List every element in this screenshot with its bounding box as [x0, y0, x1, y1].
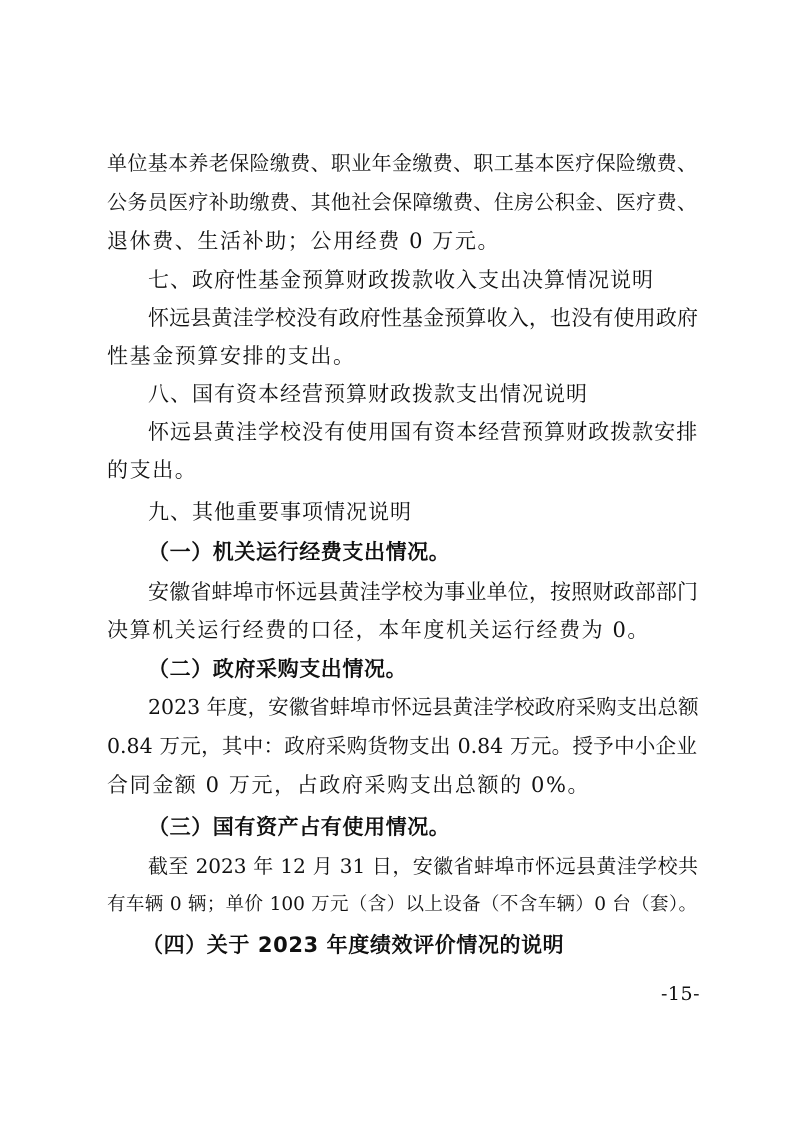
section-heading-8: 八、国有资本经营预算财政拨款支出情况说明	[148, 382, 588, 406]
section-heading-9: 九、其他重要事项情况说明	[148, 500, 412, 524]
paragraph-line: 截至 2023 年 12 月 31 日，安徽省蚌埠市怀远县黄洼学校共	[148, 854, 698, 878]
paragraph-line: 退休费、生活补助；公用经费 0 万元。	[107, 229, 501, 253]
subsection-heading-1: （一）机关运行经费支出情况。	[148, 540, 451, 564]
subsection-heading-3: （三）国有资产占有使用情况。	[148, 815, 451, 839]
page-number: -15-	[660, 983, 700, 1005]
section-heading-7: 七、政府性基金预算财政拨款收入支出决算情况说明	[148, 268, 654, 292]
subsection-heading-2: （二）政府采购支出情况。	[148, 657, 408, 681]
paragraph-line: 怀远县黄洼学校没有使用国有资本经营预算财政拨款安排	[148, 420, 698, 444]
paragraph-line: 单位基本养老保险缴费、职业年金缴费、职工基本医疗保险缴费、	[107, 151, 697, 175]
paragraph-line: 怀远县黄洼学校没有政府性基金预算收入，也没有使用政府	[148, 306, 698, 330]
paragraph-line: 公务员医疗补助缴费、其他社会保障缴费、住房公积金、医疗费、	[107, 190, 697, 214]
paragraph-line: 性基金预算安排的支出。	[107, 344, 356, 368]
paragraph-line: 安徽省蚌埠市怀远县黄洼学校为事业单位，按照财政部部门	[148, 580, 698, 604]
paragraph-line: 0.84 万元，其中：政府采购货物支出 0.84 万元。授予中小企业	[107, 734, 697, 758]
paragraph-line: 决算机关运行经费的口径，本年度机关运行经费为 0。	[107, 618, 651, 642]
subsection-heading-4: （四）关于 2023 年度绩效评价情况的说明	[142, 933, 565, 957]
paragraph-line: 合同金额 0 万元，占政府采购支出总额的 0%。	[107, 773, 591, 797]
paragraph-line: 有车辆 0 辆；单价 100 万元（含）以上设备（不含车辆）0 台（套）。	[107, 894, 697, 915]
paragraph-line: 的支出。	[107, 458, 198, 482]
paragraph-line: 2023 年度，安徽省蚌埠市怀远县黄洼学校政府采购支出总额	[148, 695, 699, 719]
